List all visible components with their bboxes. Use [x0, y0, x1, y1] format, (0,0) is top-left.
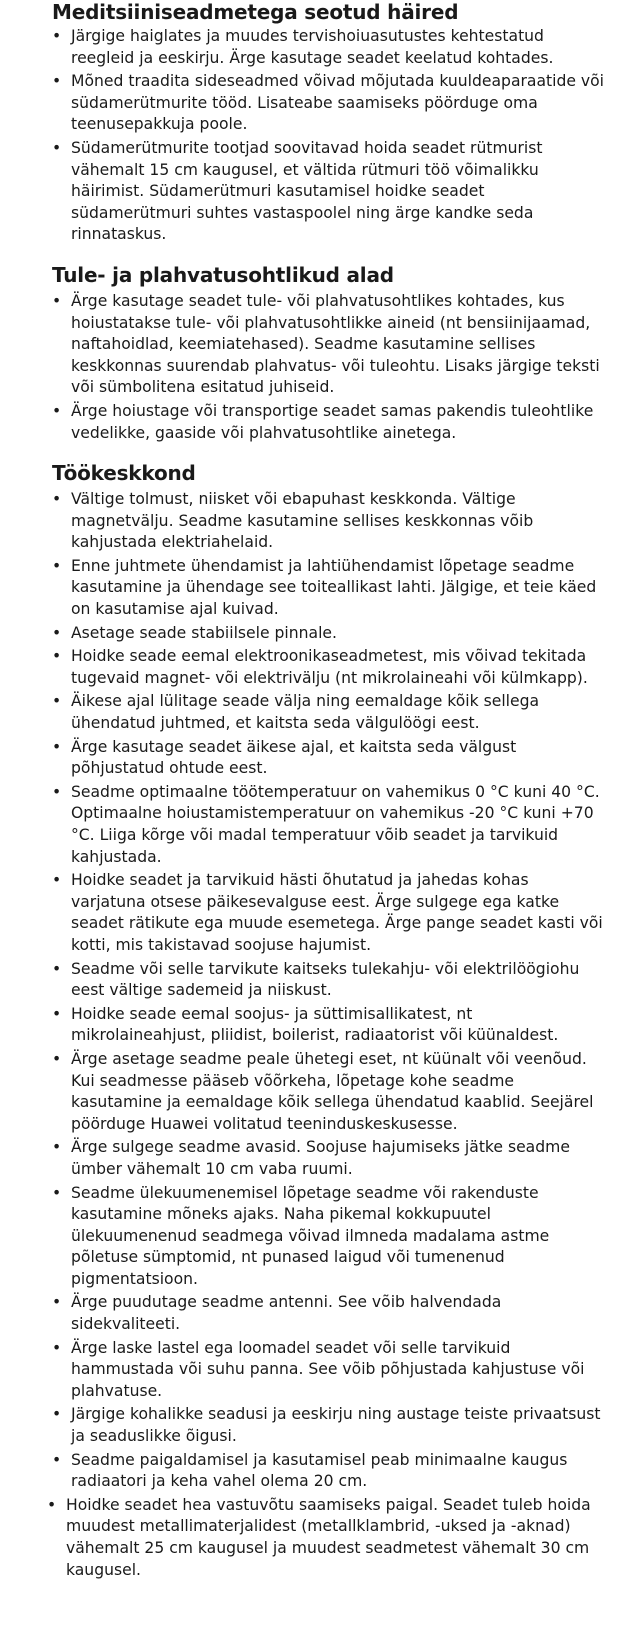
list-item: • Ärge kasutage seadet tule- või plahvatusohtlikes kohtades, kus hoiustatakse tule- või plahvatusohtlikke aineid (nt bensiinijaamad, naftahoidlad, keemiatehased). Seadme kasutamine sellises keskkonnas suurendab plahvatus- või tuleohtu. Lisaks järgige teksti või sümbolitena esitatud juhiseid.	[52, 291, 606, 399]
list-item: • Seadme ülekuumenemisel lõpetage seadme või rakenduste kasutamine mõneks ajaks. Naha pikemal kokkupuutel ülekuumenenud seadmega võivad ilmneda madalama astme põletuse sümptomid, nt punased laigud või tumenenud pigmentatsioon.	[52, 1183, 606, 1291]
list-item: • Südamerütmurite tootjad soovitavad hoida seadet rütmurist vähemalt 15 cm kaugusel, et vältida rütmuri töö võimalikku häirimist. Südamerütmuri kasutamisel hoidke seadet südamerütmuri suhtes vastaspoolel ning ärge kandke seda rinnataskus.	[52, 138, 606, 246]
environment-list	[52, 489, 606, 1581]
list-item: • Seadme või selle tarvikute kaitseks tulekahju- või elektrilöögiohu eest vältige sademeid ja niiskust.	[52, 959, 606, 1002]
list-item: • Järgige haiglates ja muudes tervishoiuasutustes kehtestatud reegleid ja eeskirju. Ärge kasutage seadet keelatud kohtades.	[52, 26, 606, 69]
list-item: • Ärge kasutage seadet äikese ajal, et kaitsta seda välgust põhjustatud ohtude eest.	[52, 737, 606, 780]
list-item: • Ärge puudutage seadme antenni. See võib halvendada sidekvaliteeti.	[52, 1292, 606, 1335]
list-item: • Järgige kohalikke seadusi ja eeskirju ning austage teiste privaatsust ja seaduslikke õigusi.	[52, 1404, 606, 1447]
list-item: • Ärge laske lastel ega loomadel seadet või selle tarvikuid hammustada või suhu panna. See võib põhjustada kahjustuse või plahvatuse.	[52, 1338, 606, 1403]
section-heading-explosive: Tule- ja plahvatusohtlikud alad	[52, 262, 394, 287]
list-item: • Ärge asetage seadme peale ühetegi eset, nt küünalt või veenõud. Kui seadmesse pääseb võõrkeha, lõpetage kohe seadme kasutamine ja eemaldage kõik sellega ühendatud kaablid. Seejärel pöörduge Huawei volitatud teeninduskeskusesse.	[52, 1049, 606, 1135]
medical-list	[52, 26, 606, 246]
list-item: • Enne juhtmete ühendamist ja lahtiühendamist lõpetage seadme kasutamine ja ühendage see toiteallikast lahti. Jälgige, et teie käed on kasutamise ajal kuivad.	[52, 556, 606, 621]
list-item: • Seadme paigaldamisel ja kasutamisel peab minimaalne kaugus radiaatori ja keha vahel olema 20 cm.	[52, 1450, 606, 1493]
section-heading-medical: Meditsiiniseadmetega seotud häired	[52, 0, 459, 24]
list-item: • Seadme optimaalne töötemperatuur on vahemikus 0 °C kuni 40 °C. Optimaalne hoiustamistemperatuur on vahemikus -20 °C kuni +70 °C. Liiga kõrge või madal temperatuur võib seadet ja tarvikuid kahjustada.	[52, 782, 606, 868]
list-item: • Ärge hoiustage või transportige seadet samas pakendis tuleohtlike vedelikke, gaaside või plahvatusohtlike ainetega.	[52, 401, 606, 444]
list-item: • Hoidke seade eemal elektroonikaseadmetest, mis võivad tekitada tugevaid magnet- või elektrivälju (nt mikrolaineahi või külmkapp).	[52, 646, 606, 689]
list-item: • Asetage seade stabiilsele pinnale.	[52, 623, 606, 645]
explosive-list	[52, 291, 606, 444]
list-item: • Äikese ajal lülitage seade välja ning eemaldage kõik sellega ühendatud juhtmed, et kaitsta seda välgulöögi eest.	[52, 691, 606, 734]
list-item: • Hoidke seadet ja tarvikuid hästi õhutatud ja jahedas kohas varjatuna otsese päikesevalguse eest. Ärge sulgege ega katke seadet rätikute ega muude esemetega. Ärge pange seadet kasti või kotti, mis takistavad soojuse hajumist.	[52, 870, 606, 956]
list-item: • Hoidke seade eemal soojus- ja süttimisallikatest, nt mikrolaineahjust, pliidist, boilerist, radiaatorist või küünaldest.	[52, 1004, 606, 1047]
list-item: • Ärge sulgege seadme avasid. Soojuse hajumiseks jätke seadme ümber vähemalt 10 cm vaba ruumi.	[52, 1137, 606, 1180]
list-item: • Vältige tolmust, niisket või ebapuhast keskkonda. Vältige magnetvälju. Seadme kasutamine sellises keskkonnas võib kahjustada elektriahelaid.	[52, 489, 606, 554]
list-item: • Mõned traadita sideseadmed võivad mõjutada kuuldeaparaatide või südamerütmurite tööd. Lisateabe saamiseks pöörduge oma teenusepakkuja poole.	[52, 71, 606, 136]
list-item: • Hoidke seadet hea vastuvõtu saamiseks paigal. Seadet tuleb hoida muudest metallimaterjalidest (metallklambrid, -uksed ja -aknad) vähemalt 25 cm kaugusel ja muudest seadmetest vähemalt 30 cm kaugusel.	[47, 1495, 606, 1581]
section-heading-environment: Töökeskkond	[52, 461, 196, 486]
